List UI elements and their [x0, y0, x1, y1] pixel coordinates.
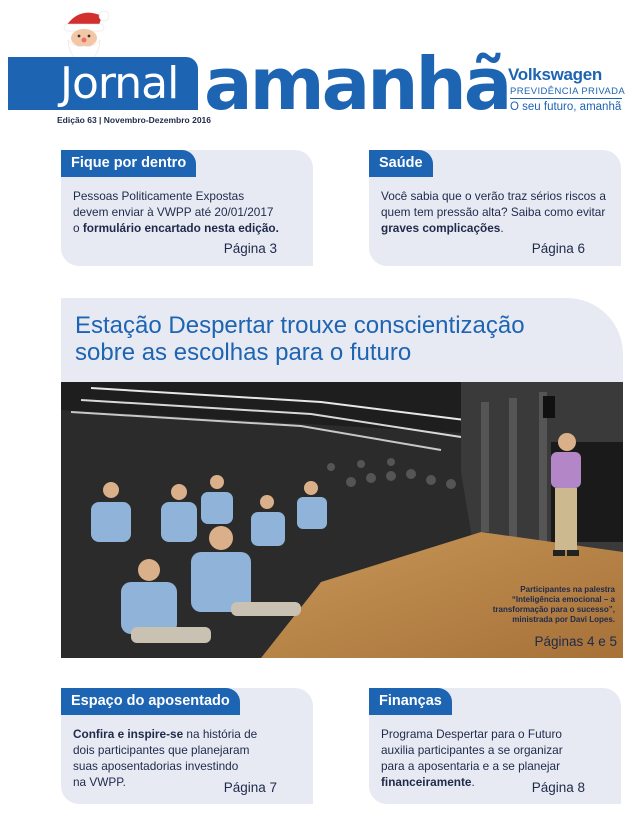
photo-caption	[465, 585, 615, 625]
masthead-jornal: Jornal	[60, 58, 179, 109]
card-line: Programa Despertar para o Futuro	[381, 727, 562, 741]
card-text: .	[500, 221, 504, 235]
card-tag: Espaço do aposentado	[61, 688, 240, 715]
card-line	[73, 220, 279, 236]
card-tag: Fique por dentro	[61, 150, 196, 177]
caption-line: ministrada por Davi Lopes.	[512, 615, 615, 624]
card-line: devem enviar à VWPP até 20/01/2017	[73, 205, 274, 219]
card-text: o	[73, 221, 83, 235]
headline-line: Estação Despertar trouxe conscientização	[75, 312, 525, 339]
card-text: .	[275, 221, 279, 235]
page-reference[interactable]: Página 3	[223, 241, 277, 256]
page-reference[interactable]: Página 7	[223, 780, 277, 795]
card-line	[73, 726, 257, 742]
card-line: Pessoas Politicamente Expostas	[73, 189, 245, 203]
card-saude[interactable]	[369, 150, 621, 266]
card-text: .	[471, 775, 475, 789]
brand-divider	[510, 98, 622, 99]
caption-line: transformação para o sucesso”,	[492, 605, 615, 614]
card-highlight: Confira e inspire-se	[73, 727, 184, 741]
card-body	[73, 188, 279, 236]
card-highlight: formulário encartado nesta edição	[82, 221, 276, 235]
caption-line: Participantes na palestra	[520, 585, 615, 594]
card-line: para a aposentaria e a se planejar	[381, 759, 561, 773]
brand-name: Volkswagen	[508, 65, 602, 84]
card-body	[381, 188, 606, 236]
card-line	[381, 220, 606, 236]
card-fique-por-dentro[interactable]	[61, 150, 313, 266]
page-reference[interactable]: Página 8	[531, 780, 585, 795]
card-tag: Finanças	[369, 688, 452, 715]
card-highlight: financeiramente	[381, 775, 472, 789]
headline-line: sobre as escolhas para o futuro	[75, 339, 412, 366]
santa-claus-icon	[60, 6, 112, 60]
card-line: auxilia participantes a se organizar	[381, 743, 563, 757]
card-espaco-do-aposentado[interactable]	[61, 688, 313, 804]
card-line: na VWPP.	[73, 775, 126, 789]
card-tag: Saúde	[369, 150, 433, 177]
card-line: Você sabia que o verão traz sérios riscos a	[381, 189, 606, 203]
card-highlight: graves complicações	[381, 221, 501, 235]
caption-line: “Inteligência emocional – a	[511, 595, 615, 604]
brand-subtitle: PREVIDÊNCIA PRIVADA	[510, 86, 626, 97]
page-reference[interactable]: Páginas 4 e 5	[534, 634, 617, 649]
card-financas[interactable]	[369, 688, 621, 804]
card-line: dois participantes que planejaram	[73, 743, 250, 757]
card-line: quem tem pressão alta? Saiba como evitar	[381, 205, 606, 219]
page-reference[interactable]: Página 6	[531, 241, 585, 256]
brand-slogan: O seu futuro, amanhã	[510, 101, 622, 113]
feature-headline	[75, 312, 595, 366]
card-line: suas aposentadorias investindo	[73, 759, 239, 773]
edition-info: Edição 63 | Novembro-Dezembro 2016	[57, 115, 212, 125]
masthead-amanha: amanhã	[204, 42, 510, 126]
card-text: na história de	[183, 727, 258, 741]
